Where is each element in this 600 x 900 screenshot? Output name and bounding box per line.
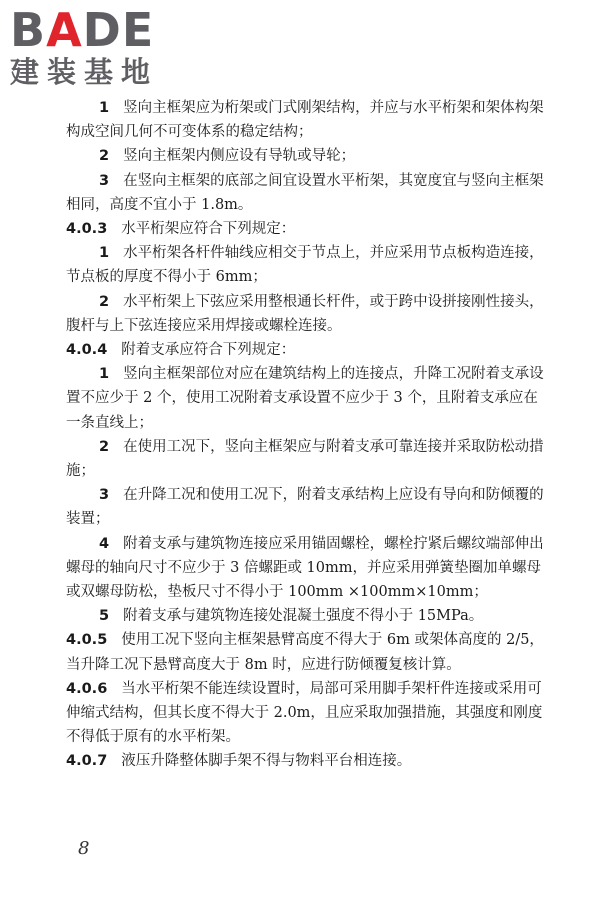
- paragraph-text: 在竖向主框架的底部之间宜设置水平桁架，其宽度宜与竖向主框架相同，高度不宜小于 1.8m。: [66, 172, 544, 213]
- paragraph-text: 附着支承应符合下列规定：: [121, 342, 296, 359]
- item-number: 5: [99, 608, 110, 625]
- paragraph-text: 在使用工况下，竖向主框架应与附着支承可靠连接并采取防松动措施；: [66, 438, 544, 480]
- paragraph-text: 竖向主框架内侧应设有导轨或导轮；: [123, 148, 356, 165]
- item-number: 3: [99, 172, 110, 189]
- clause-paragraph: [66, 217, 550, 241]
- clause-number: 4.0.7: [66, 753, 108, 770]
- paragraph-text: 附着支承与建筑物连接应采用锚固螺栓，螺栓拧紧后螺纹端部伸出螺母的轴向尺寸不应少于 3 倍螺距或 10mm，并应采用弹簧垫圈加单螺母或双螺母防松，垫板尺寸不得小于 100mm ×100mm×10mm；: [66, 535, 544, 601]
- list-item: [66, 604, 550, 628]
- clause-paragraph: [66, 677, 550, 750]
- paragraph-text: 在升降工况和使用工况下，附着支承结构上应设有导向和防倾覆的装置；: [66, 487, 544, 528]
- list-item: [66, 435, 550, 483]
- list-item: [66, 483, 550, 531]
- paragraph-text: 液压升降整体脚手架不得与物料平台相连接。: [121, 753, 412, 770]
- paragraph-text: 竖向主框架部位对应在建筑结构上的连接点，升降工况附着支承设置不应少于 2 个，使用工况附着支承设置不应少于 3 个，且附着支承应在一条直线上；: [66, 366, 544, 431]
- item-number: 2: [99, 148, 110, 165]
- item-number: 2: [99, 438, 110, 455]
- list-item: [66, 290, 550, 338]
- item-number: 1: [99, 245, 110, 262]
- clause-number: 4.0.3: [66, 221, 108, 238]
- paragraph-text: 使用工况下竖向主框架悬臂高度不得大于 6m 或架体高度的 2/5，当升降工况下悬臂高度大于 8m 时，应进行防倾覆复核计算。: [66, 632, 544, 673]
- list-item: [66, 144, 550, 168]
- logo-letter-b: B: [10, 3, 47, 57]
- item-number: 1: [99, 100, 110, 116]
- clause-number: 4.0.6: [66, 680, 108, 697]
- paragraph-text: 水平桁架各杆件轴线应相交于节点上，并应采用节点板构造连接，节点板的厚度不得小于 6mm；: [66, 245, 544, 286]
- list-item: [66, 169, 550, 217]
- document-body: [66, 96, 550, 774]
- paragraph-text: 竖向主框架应为桁架或门式刚架结构，并应与水平桁架和架体构架构成空间几何不可变体系的稳定结构；: [66, 100, 544, 141]
- clause-paragraph: [66, 628, 550, 676]
- logo-wordmark: [10, 3, 180, 57]
- item-number: 4: [99, 535, 110, 552]
- clause-number: 4.0.5: [66, 632, 108, 649]
- paragraph-text: 水平桁架上下弦应采用整根通长杆件，或于跨中设拼接刚性接头，腹杆与上下弦连接应采用焊接或螺栓连接。: [66, 293, 544, 334]
- clause-number: 4.0.4: [66, 342, 108, 359]
- list-item: [66, 532, 550, 605]
- paragraph-text: 当水平桁架不能连续设置时，局部可采用脚手架杆件连接或采用可伸缩式结构，但其长度不得大于 2.0m，且应采取加强措施，其强度和刚度不得低于原有的水平桁架。: [66, 680, 543, 746]
- list-item: [66, 96, 550, 144]
- bade-logo: [10, 3, 180, 92]
- list-item: [66, 241, 550, 289]
- page-number: 8: [78, 838, 90, 859]
- paragraph-text: 水平桁架应符合下列规定：: [121, 221, 296, 238]
- paragraph-text: 附着支承与建筑物连接处混凝土强度不得小于 15MPa。: [123, 608, 484, 625]
- logo-subtitle: 建装基地: [10, 55, 159, 89]
- list-item: [66, 362, 550, 435]
- item-number: 1: [99, 366, 110, 383]
- logo-letter-a-accent: A: [46, 3, 83, 57]
- clause-paragraph: [66, 338, 550, 362]
- item-number: 3: [99, 487, 110, 504]
- clause-paragraph: [66, 749, 550, 773]
- logo-letters-de: DE: [82, 3, 155, 57]
- item-number: 2: [99, 293, 110, 310]
